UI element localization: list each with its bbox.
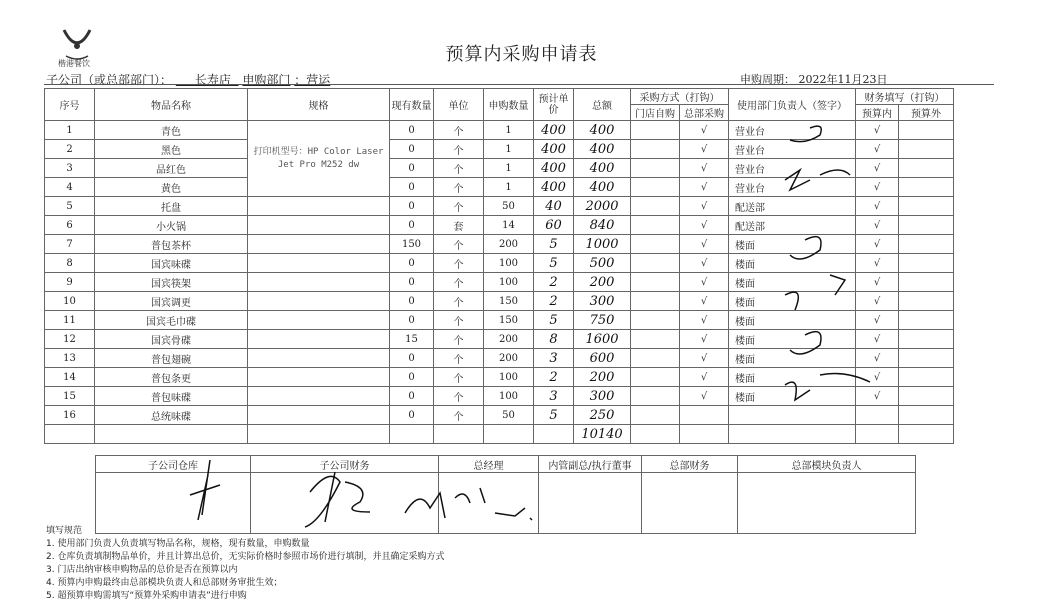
row-unit: 套 xyxy=(434,216,484,235)
row-seq: 13 xyxy=(45,349,95,368)
row-dept: 楼面 xyxy=(729,273,856,292)
row-item-name: 黄色 xyxy=(95,178,248,197)
row-out-budget[interactable] xyxy=(899,140,954,159)
total-row-empty xyxy=(729,425,856,444)
row-qty: 1 xyxy=(484,140,534,159)
row-unit: 个 xyxy=(434,368,484,387)
row-store-self[interactable] xyxy=(631,349,680,368)
col-total: 总额 xyxy=(574,89,631,121)
row-unit: 个 xyxy=(434,292,484,311)
row-stock: 0 xyxy=(390,349,434,368)
sig-hq-module-head: 总部模块负责人 xyxy=(738,456,916,473)
document-title: 预算内采购申请表 xyxy=(445,44,598,65)
total-row-empty xyxy=(484,425,534,444)
row-stock: 0 xyxy=(390,121,434,140)
row-hq-check[interactable]: √ xyxy=(680,197,729,216)
row-store-self[interactable] xyxy=(631,292,680,311)
row-seq: 15 xyxy=(45,387,95,406)
row-unit: 个 xyxy=(434,406,484,425)
row-in-budget-check[interactable]: √ xyxy=(856,216,899,235)
row-unit: 个 xyxy=(434,235,484,254)
row-stock: 0 xyxy=(390,273,434,292)
total-row-empty xyxy=(390,425,434,444)
col-finance: 财务填写（打钩） xyxy=(856,89,954,105)
row-item-name: 托盘 xyxy=(95,197,248,216)
row-unit: 个 xyxy=(434,121,484,140)
row-total: 1000 xyxy=(574,235,631,254)
row-out-budget[interactable] xyxy=(899,235,954,254)
row-seq: 11 xyxy=(45,311,95,330)
row-in-budget-check[interactable]: √ xyxy=(856,140,899,159)
row-qty: 1 xyxy=(484,159,534,178)
row-total: 400 xyxy=(574,121,631,140)
row-stock: 0 xyxy=(390,292,434,311)
row-total: 1600 xyxy=(574,330,631,349)
row-spec-empty xyxy=(248,254,390,273)
row-qty: 150 xyxy=(484,311,534,330)
row-price: 60 xyxy=(534,216,574,235)
row-store-self[interactable] xyxy=(631,121,680,140)
row-out-budget[interactable] xyxy=(899,197,954,216)
sig-box-4[interactable] xyxy=(539,473,642,534)
note-1: 1. 使用部门负责人负责填写物品名称，规格，现有数量，申购数量 xyxy=(46,539,310,549)
col-hq: 总部采购 xyxy=(680,105,729,121)
row-in-budget-check[interactable]: √ xyxy=(856,349,899,368)
row-spec: 打印机型号：HP Color Laser Jet Pro M252 dw xyxy=(248,121,390,197)
period-suffix: 日 xyxy=(876,73,888,86)
row-item-name: 总统味碟 xyxy=(95,406,248,425)
row-price: 5 xyxy=(534,311,574,330)
row-dept: 楼面 xyxy=(729,311,856,330)
company-label: 子公司（或总部部门）： xyxy=(46,73,173,87)
dept-value: ：营运 xyxy=(294,73,331,87)
row-in-budget-check[interactable]: √ xyxy=(856,159,899,178)
row-hq-check[interactable]: √ xyxy=(680,311,729,330)
row-item-name: 青色 xyxy=(95,121,248,140)
row-qty: 150 xyxy=(484,292,534,311)
company-value: 长寿店 xyxy=(194,73,231,87)
row-price: 2 xyxy=(534,292,574,311)
row-price: 2 xyxy=(534,368,574,387)
col-qty: 申购数量 xyxy=(484,89,534,121)
row-qty: 100 xyxy=(484,254,534,273)
row-total: 400 xyxy=(574,159,631,178)
total-row xyxy=(45,425,954,444)
row-item-name: 小火锅 xyxy=(95,216,248,235)
total-row-empty xyxy=(434,425,484,444)
row-seq: 4 xyxy=(45,178,95,197)
row-spec-empty xyxy=(248,406,390,425)
row-price: 5 xyxy=(534,254,574,273)
row-store-self[interactable] xyxy=(631,197,680,216)
total-row-empty xyxy=(631,425,680,444)
row-in-budget-check[interactable]: √ xyxy=(856,311,899,330)
row-item-name: 国宾骨碟 xyxy=(95,330,248,349)
row-store-self[interactable] xyxy=(631,159,680,178)
handwritten-signature-gm xyxy=(400,478,540,528)
handwritten-signature-dept-head xyxy=(780,120,880,410)
row-in-budget-check[interactable]: √ xyxy=(856,292,899,311)
row-stock: 0 xyxy=(390,368,434,387)
total-row-empty xyxy=(856,425,899,444)
filling-notes xyxy=(46,525,444,603)
row-item-name: 国宾味碟 xyxy=(95,254,248,273)
col-out-budget: 预算外 xyxy=(899,105,954,121)
row-hq-check[interactable]: √ xyxy=(680,121,729,140)
row-hq-check[interactable]: √ xyxy=(680,387,729,406)
row-out-budget[interactable] xyxy=(899,311,954,330)
col-stock: 现有数量 xyxy=(390,89,434,121)
row-store-self[interactable] xyxy=(631,368,680,387)
row-hq-check[interactable]: √ xyxy=(680,216,729,235)
row-item-name: 品红色 xyxy=(95,159,248,178)
row-out-budget[interactable] xyxy=(899,121,954,140)
row-seq: 8 xyxy=(45,254,95,273)
row-qty: 50 xyxy=(484,197,534,216)
row-item-name: 黑色 xyxy=(95,140,248,159)
row-in-budget-check[interactable]: √ xyxy=(856,178,899,197)
row-seq: 16 xyxy=(45,406,95,425)
total-row-empty xyxy=(899,425,954,444)
row-total: 500 xyxy=(574,254,631,273)
sig-box-5[interactable] xyxy=(642,473,738,534)
row-dept: 营业台 xyxy=(729,178,856,197)
col-seq: 序号 xyxy=(45,89,95,121)
row-out-budget[interactable] xyxy=(899,216,954,235)
sig-branch-finance: 子公司财务 xyxy=(251,456,439,473)
row-seq: 10 xyxy=(45,292,95,311)
sig-general-manager: 总经理 xyxy=(439,456,539,473)
row-qty: 50 xyxy=(484,406,534,425)
col-purchase-method: 采购方式（打钩） xyxy=(631,89,729,105)
period-label: 申购周期： xyxy=(740,73,795,86)
row-price: 3 xyxy=(534,387,574,406)
row-item-name: 普包茶杯 xyxy=(95,235,248,254)
row-out-budget[interactable] xyxy=(899,368,954,387)
row-item-name: 国宾调更 xyxy=(95,292,248,311)
row-qty: 14 xyxy=(484,216,534,235)
row-qty: 200 xyxy=(484,330,534,349)
row-spec-empty xyxy=(248,216,390,235)
row-seq: 5 xyxy=(45,197,95,216)
row-item-name: 普包味碟 xyxy=(95,387,248,406)
row-seq: 2 xyxy=(45,140,95,159)
row-total: 250 xyxy=(574,406,631,425)
row-out-budget[interactable] xyxy=(899,159,954,178)
row-spec-empty xyxy=(248,349,390,368)
row-out-budget[interactable] xyxy=(899,273,954,292)
row-stock: 0 xyxy=(390,178,434,197)
row-spec-empty xyxy=(248,311,390,330)
note-4: 4. 预算内申购最终由总部模块负责人和总部财务审批生效； xyxy=(46,578,283,588)
row-unit: 个 xyxy=(434,140,484,159)
row-total: 840 xyxy=(574,216,631,235)
row-dept: 楼面 xyxy=(729,387,856,406)
row-dept: 楼面 xyxy=(729,349,856,368)
row-price: 5 xyxy=(534,406,574,425)
row-out-budget[interactable] xyxy=(899,330,954,349)
row-store-self[interactable] xyxy=(631,330,680,349)
period-day: 23 xyxy=(862,73,877,86)
total-row-empty xyxy=(534,425,574,444)
row-stock: 15 xyxy=(390,330,434,349)
row-price: 400 xyxy=(534,140,574,159)
row-store-self[interactable] xyxy=(631,254,680,273)
total-row-empty xyxy=(248,425,390,444)
row-spec-empty xyxy=(248,197,390,216)
col-est-price: 预计单价 xyxy=(534,89,574,121)
row-unit: 个 xyxy=(434,387,484,406)
row-unit: 个 xyxy=(434,254,484,273)
row-hq-check[interactable]: √ xyxy=(680,273,729,292)
row-store-self[interactable] xyxy=(631,406,680,425)
row-qty: 1 xyxy=(484,121,534,140)
row-spec-empty xyxy=(248,273,390,292)
row-stock: 0 xyxy=(390,387,434,406)
row-seq: 14 xyxy=(45,368,95,387)
total-row-empty xyxy=(95,425,248,444)
row-out-budget[interactable] xyxy=(899,178,954,197)
row-total: 400 xyxy=(574,140,631,159)
row-store-self[interactable] xyxy=(631,178,680,197)
row-price: 8 xyxy=(534,330,574,349)
row-in-budget-check[interactable]: √ xyxy=(856,330,899,349)
row-out-budget[interactable] xyxy=(899,387,954,406)
row-hq-check[interactable]: √ xyxy=(680,330,729,349)
row-total: 200 xyxy=(574,368,631,387)
row-unit: 个 xyxy=(434,349,484,368)
sig-vp: 内管副总/执行董事 xyxy=(539,456,642,473)
total-row-empty xyxy=(680,425,729,444)
row-spec-empty xyxy=(248,330,390,349)
handwritten-signature-warehouse xyxy=(180,455,240,525)
row-hq-check[interactable]: √ xyxy=(680,178,729,197)
row-item-name: 国宾筷架 xyxy=(95,273,248,292)
row-stock: 0 xyxy=(390,311,434,330)
note-3: 3. 门店出纳审核申购物品的总价是否在预算以内 xyxy=(46,565,238,575)
row-unit: 个 xyxy=(434,178,484,197)
row-dept: 楼面 xyxy=(729,254,856,273)
col-dept-head: 使用部门负责人（签字） xyxy=(729,89,856,121)
row-out-budget[interactable] xyxy=(899,406,954,425)
row-store-self[interactable] xyxy=(631,311,680,330)
row-hq-check[interactable]: √ xyxy=(680,349,729,368)
period-value: 2022年11月 xyxy=(798,73,863,86)
row-out-budget[interactable] xyxy=(899,292,954,311)
row-unit: 个 xyxy=(434,197,484,216)
row-hq-check[interactable]: √ xyxy=(680,159,729,178)
row-unit: 个 xyxy=(434,159,484,178)
row-total: 2000 xyxy=(574,197,631,216)
row-unit: 个 xyxy=(434,273,484,292)
row-stock: 0 xyxy=(390,159,434,178)
row-in-budget-check[interactable]: √ xyxy=(856,368,899,387)
row-qty: 100 xyxy=(484,368,534,387)
row-price: 3 xyxy=(534,349,574,368)
row-dept: 配送部 xyxy=(729,216,856,235)
row-stock: 0 xyxy=(390,254,434,273)
row-store-self[interactable] xyxy=(631,140,680,159)
row-in-budget-check[interactable]: √ xyxy=(856,197,899,216)
row-total: 750 xyxy=(574,311,631,330)
logo-text: 楷港餐饮 xyxy=(58,59,90,68)
row-dept: 配送部 xyxy=(729,197,856,216)
row-total: 400 xyxy=(574,178,631,197)
row-hq-check[interactable]: √ xyxy=(680,140,729,159)
col-store-self: 门店自购 xyxy=(631,105,680,121)
row-qty: 100 xyxy=(484,387,534,406)
row-unit: 个 xyxy=(434,330,484,349)
row-price: 2 xyxy=(534,273,574,292)
row-total: 300 xyxy=(574,387,631,406)
row-item-name: 国宾毛巾碟 xyxy=(95,311,248,330)
col-name: 物品名称 xyxy=(95,89,248,121)
row-seq: 1 xyxy=(45,121,95,140)
row-in-budget-check[interactable]: √ xyxy=(856,387,899,406)
row-dept: 楼面 xyxy=(729,368,856,387)
row-in-budget-check[interactable]: √ xyxy=(856,254,899,273)
row-qty: 200 xyxy=(484,235,534,254)
row-dept: 楼面 xyxy=(729,330,856,349)
row-price: 40 xyxy=(534,197,574,216)
row-dept: 营业台 xyxy=(729,121,856,140)
sig-branch-warehouse: 子公司仓库 xyxy=(96,456,251,473)
row-hq-check[interactable]: √ xyxy=(680,235,729,254)
note-5: 5. 超预算申购需填写“预算外采购申请表”进行申购 xyxy=(46,591,247,601)
row-dept: 楼面 xyxy=(729,235,856,254)
row-spec-empty xyxy=(248,235,390,254)
row-store-self[interactable] xyxy=(631,235,680,254)
row-stock: 0 xyxy=(390,197,434,216)
note-2: 2. 仓库负责填制物品单价，并且计算出总价，无实际价格时参照市场价进行填制，并且确定采购方式 xyxy=(46,552,445,562)
col-unit: 单位 xyxy=(434,89,484,121)
row-seq: 3 xyxy=(45,159,95,178)
sig-box-6[interactable] xyxy=(738,473,916,534)
row-item-name: 普包条更 xyxy=(95,368,248,387)
col-spec: 规格 xyxy=(248,89,390,121)
row-hq-check[interactable] xyxy=(680,406,729,425)
row-hq-check[interactable]: √ xyxy=(680,368,729,387)
row-spec-empty xyxy=(248,387,390,406)
total-row-empty xyxy=(45,425,95,444)
row-total: 600 xyxy=(574,349,631,368)
row-qty: 1 xyxy=(484,178,534,197)
row-stock: 150 xyxy=(390,235,434,254)
row-store-self[interactable] xyxy=(631,216,680,235)
handwritten-signature-finance xyxy=(300,462,380,532)
row-stock: 0 xyxy=(390,216,434,235)
row-in-budget-check[interactable]: √ xyxy=(856,273,899,292)
row-spec-empty xyxy=(248,292,390,311)
notes-title: 填写规范 xyxy=(46,526,83,536)
row-in-budget-check[interactable]: √ xyxy=(856,121,899,140)
row-item-name: 普包翅碗 xyxy=(95,349,248,368)
row-qty: 100 xyxy=(484,273,534,292)
row-hq-check[interactable]: √ xyxy=(680,292,729,311)
row-qty: 200 xyxy=(484,349,534,368)
row-stock: 0 xyxy=(390,140,434,159)
sig-hq-finance: 总部财务 xyxy=(642,456,738,473)
row-unit: 个 xyxy=(434,311,484,330)
company-line xyxy=(46,71,330,88)
row-stock: 0 xyxy=(390,406,434,425)
row-price: 400 xyxy=(534,159,574,178)
row-hq-check[interactable]: √ xyxy=(680,254,729,273)
row-store-self[interactable] xyxy=(631,387,680,406)
row-price: 5 xyxy=(534,235,574,254)
row-out-budget[interactable] xyxy=(899,254,954,273)
row-out-budget[interactable] xyxy=(899,349,954,368)
dept-label: 申购部门 xyxy=(242,73,291,87)
row-store-self[interactable] xyxy=(631,273,680,292)
col-in-budget: 预算内 xyxy=(856,105,899,121)
header-divider xyxy=(44,84,994,85)
row-seq: 6 xyxy=(45,216,95,235)
row-seq: 12 xyxy=(45,330,95,349)
row-price: 400 xyxy=(534,121,574,140)
grand-total: 10140 xyxy=(574,425,631,444)
row-total: 300 xyxy=(574,292,631,311)
row-price: 400 xyxy=(534,178,574,197)
row-dept: 营业台 xyxy=(729,140,856,159)
row-total: 200 xyxy=(574,273,631,292)
row-dept: 楼面 xyxy=(729,292,856,311)
row-seq: 9 xyxy=(45,273,95,292)
row-seq: 7 xyxy=(45,235,95,254)
row-dept: 营业台 xyxy=(729,159,856,178)
row-spec-empty xyxy=(248,368,390,387)
row-in-budget-check[interactable]: √ xyxy=(856,235,899,254)
